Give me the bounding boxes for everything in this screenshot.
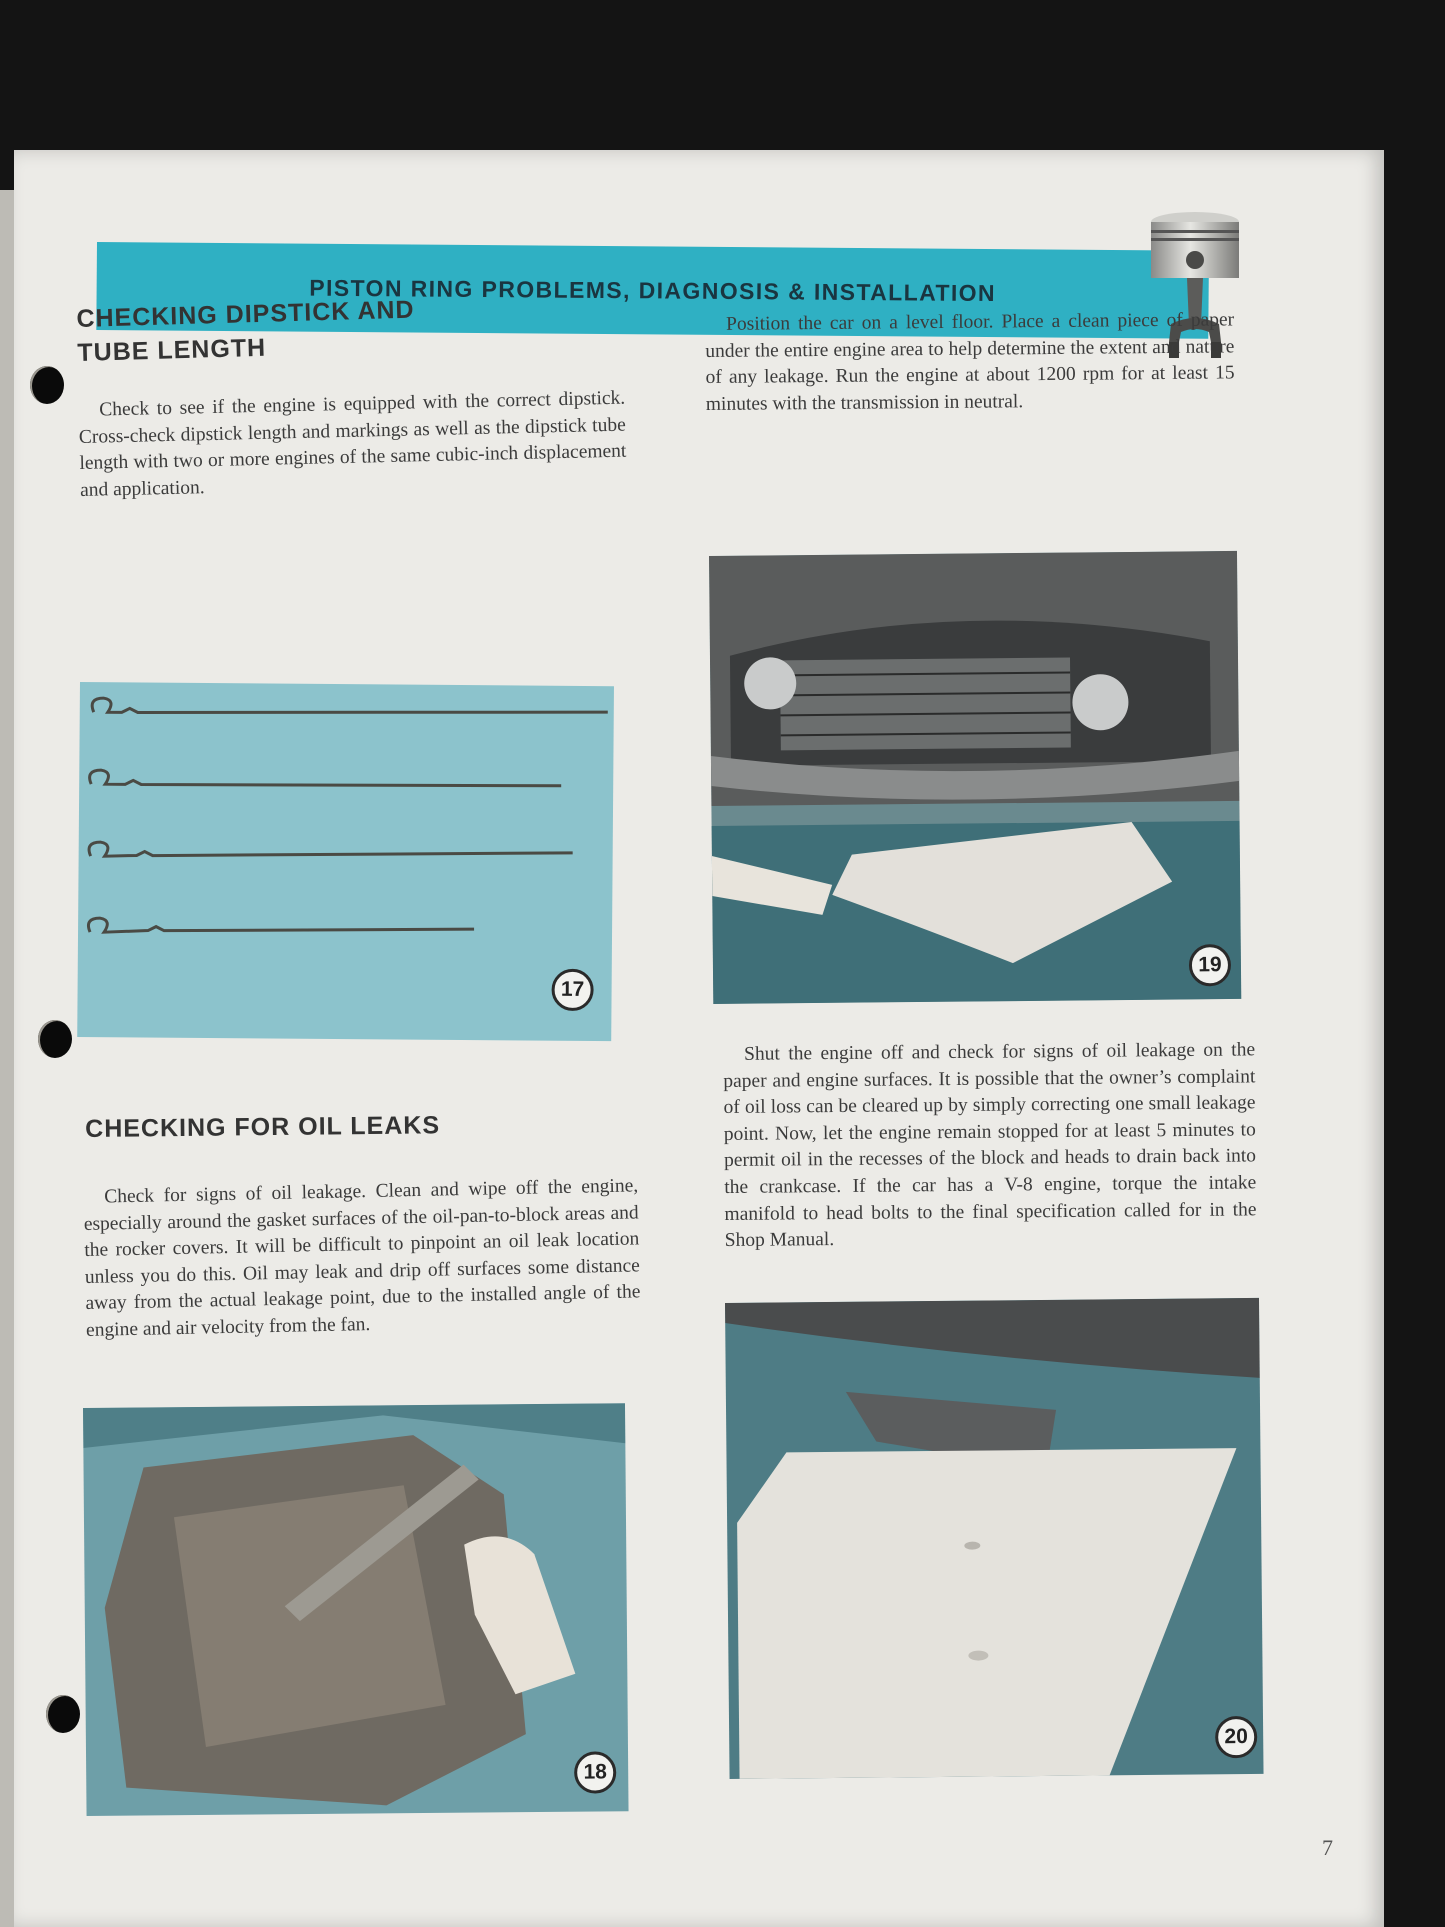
car-front-illustration [709, 551, 1241, 1004]
page-number: 7 [1322, 1835, 1333, 1860]
position-car-paragraph: Position the car on a level floor. Place a clean piece of paper under the entire engine area to help determine the extent and nature of any leakage. Run the engine at about 1200 rpm for at least 15 minutes with the transmission in neutral. [705, 309, 1235, 415]
paper-drips-illustration [725, 1298, 1264, 1779]
figure-17-badge: 17 [551, 969, 593, 1011]
underlying-page-edge [0, 190, 14, 1927]
heading-line-1: CHECKING DIPSTICK AND [76, 295, 415, 333]
punch-hole-bottom [46, 1695, 80, 1733]
shut-engine-paragraph: Shut the engine off and check for signs of oil leakage on the paper and engine surfaces. It is possible that the owner’s complaint of oil loss can be cleared up by simply correcting one small leakage point. Now, let the engine remain stopped for at least 5 minutes to permit oil in the recesses of the block and heads to drain back into the crankcase. If the car has a V-8 engine, torque the intake manifold to head bolts to the final specification called for in the Shop Manual. [723, 1039, 1257, 1252]
oil-pan-illustration [83, 1403, 629, 1816]
figure-19-badge: 19 [1189, 944, 1231, 986]
dipstick-illustration [77, 682, 614, 1041]
figure-18-badge: 18 [574, 1751, 616, 1793]
punch-hole-top [30, 366, 64, 404]
photo-dipsticks [77, 682, 614, 1041]
heading-checking-oil-leaks: CHECKING FOR OIL LEAKS [85, 1111, 441, 1143]
heading-checking-dipstick [76, 293, 416, 370]
heading-line-2: TUBE LENGTH [77, 333, 267, 367]
photo-paper-with-drips [725, 1298, 1264, 1779]
dipstick-paragraph: Check to see if the engine is equipped with the correct dipstick. Cross-check dipstick length and markings as well as the dipstick tube length with two or more engines of the same cubic-inch displacement and application. [78, 387, 627, 501]
manual-page [14, 150, 1384, 1927]
page-title: PISTON RING PROBLEMS, DIAGNOSIS & INSTALLATION [309, 274, 997, 306]
photo-oil-pan-wipe [83, 1403, 629, 1816]
photo-car-over-paper [709, 551, 1241, 1004]
punch-hole-middle [38, 1020, 72, 1058]
oil-leaks-paragraph: Check for signs of oil leakage. Clean and wipe off the engine, especially around the gasket surfaces of the oil-pan-to-block areas and the rocker covers. It will be difficult to pinpoint an oil leak location unless you do this. Oil may leak and drip off surfaces some distance away from the actual leakage point, due to the installed angle of the engine and air velocity from the fan. [83, 1175, 641, 1341]
figure-20-badge: 20 [1215, 1716, 1257, 1758]
